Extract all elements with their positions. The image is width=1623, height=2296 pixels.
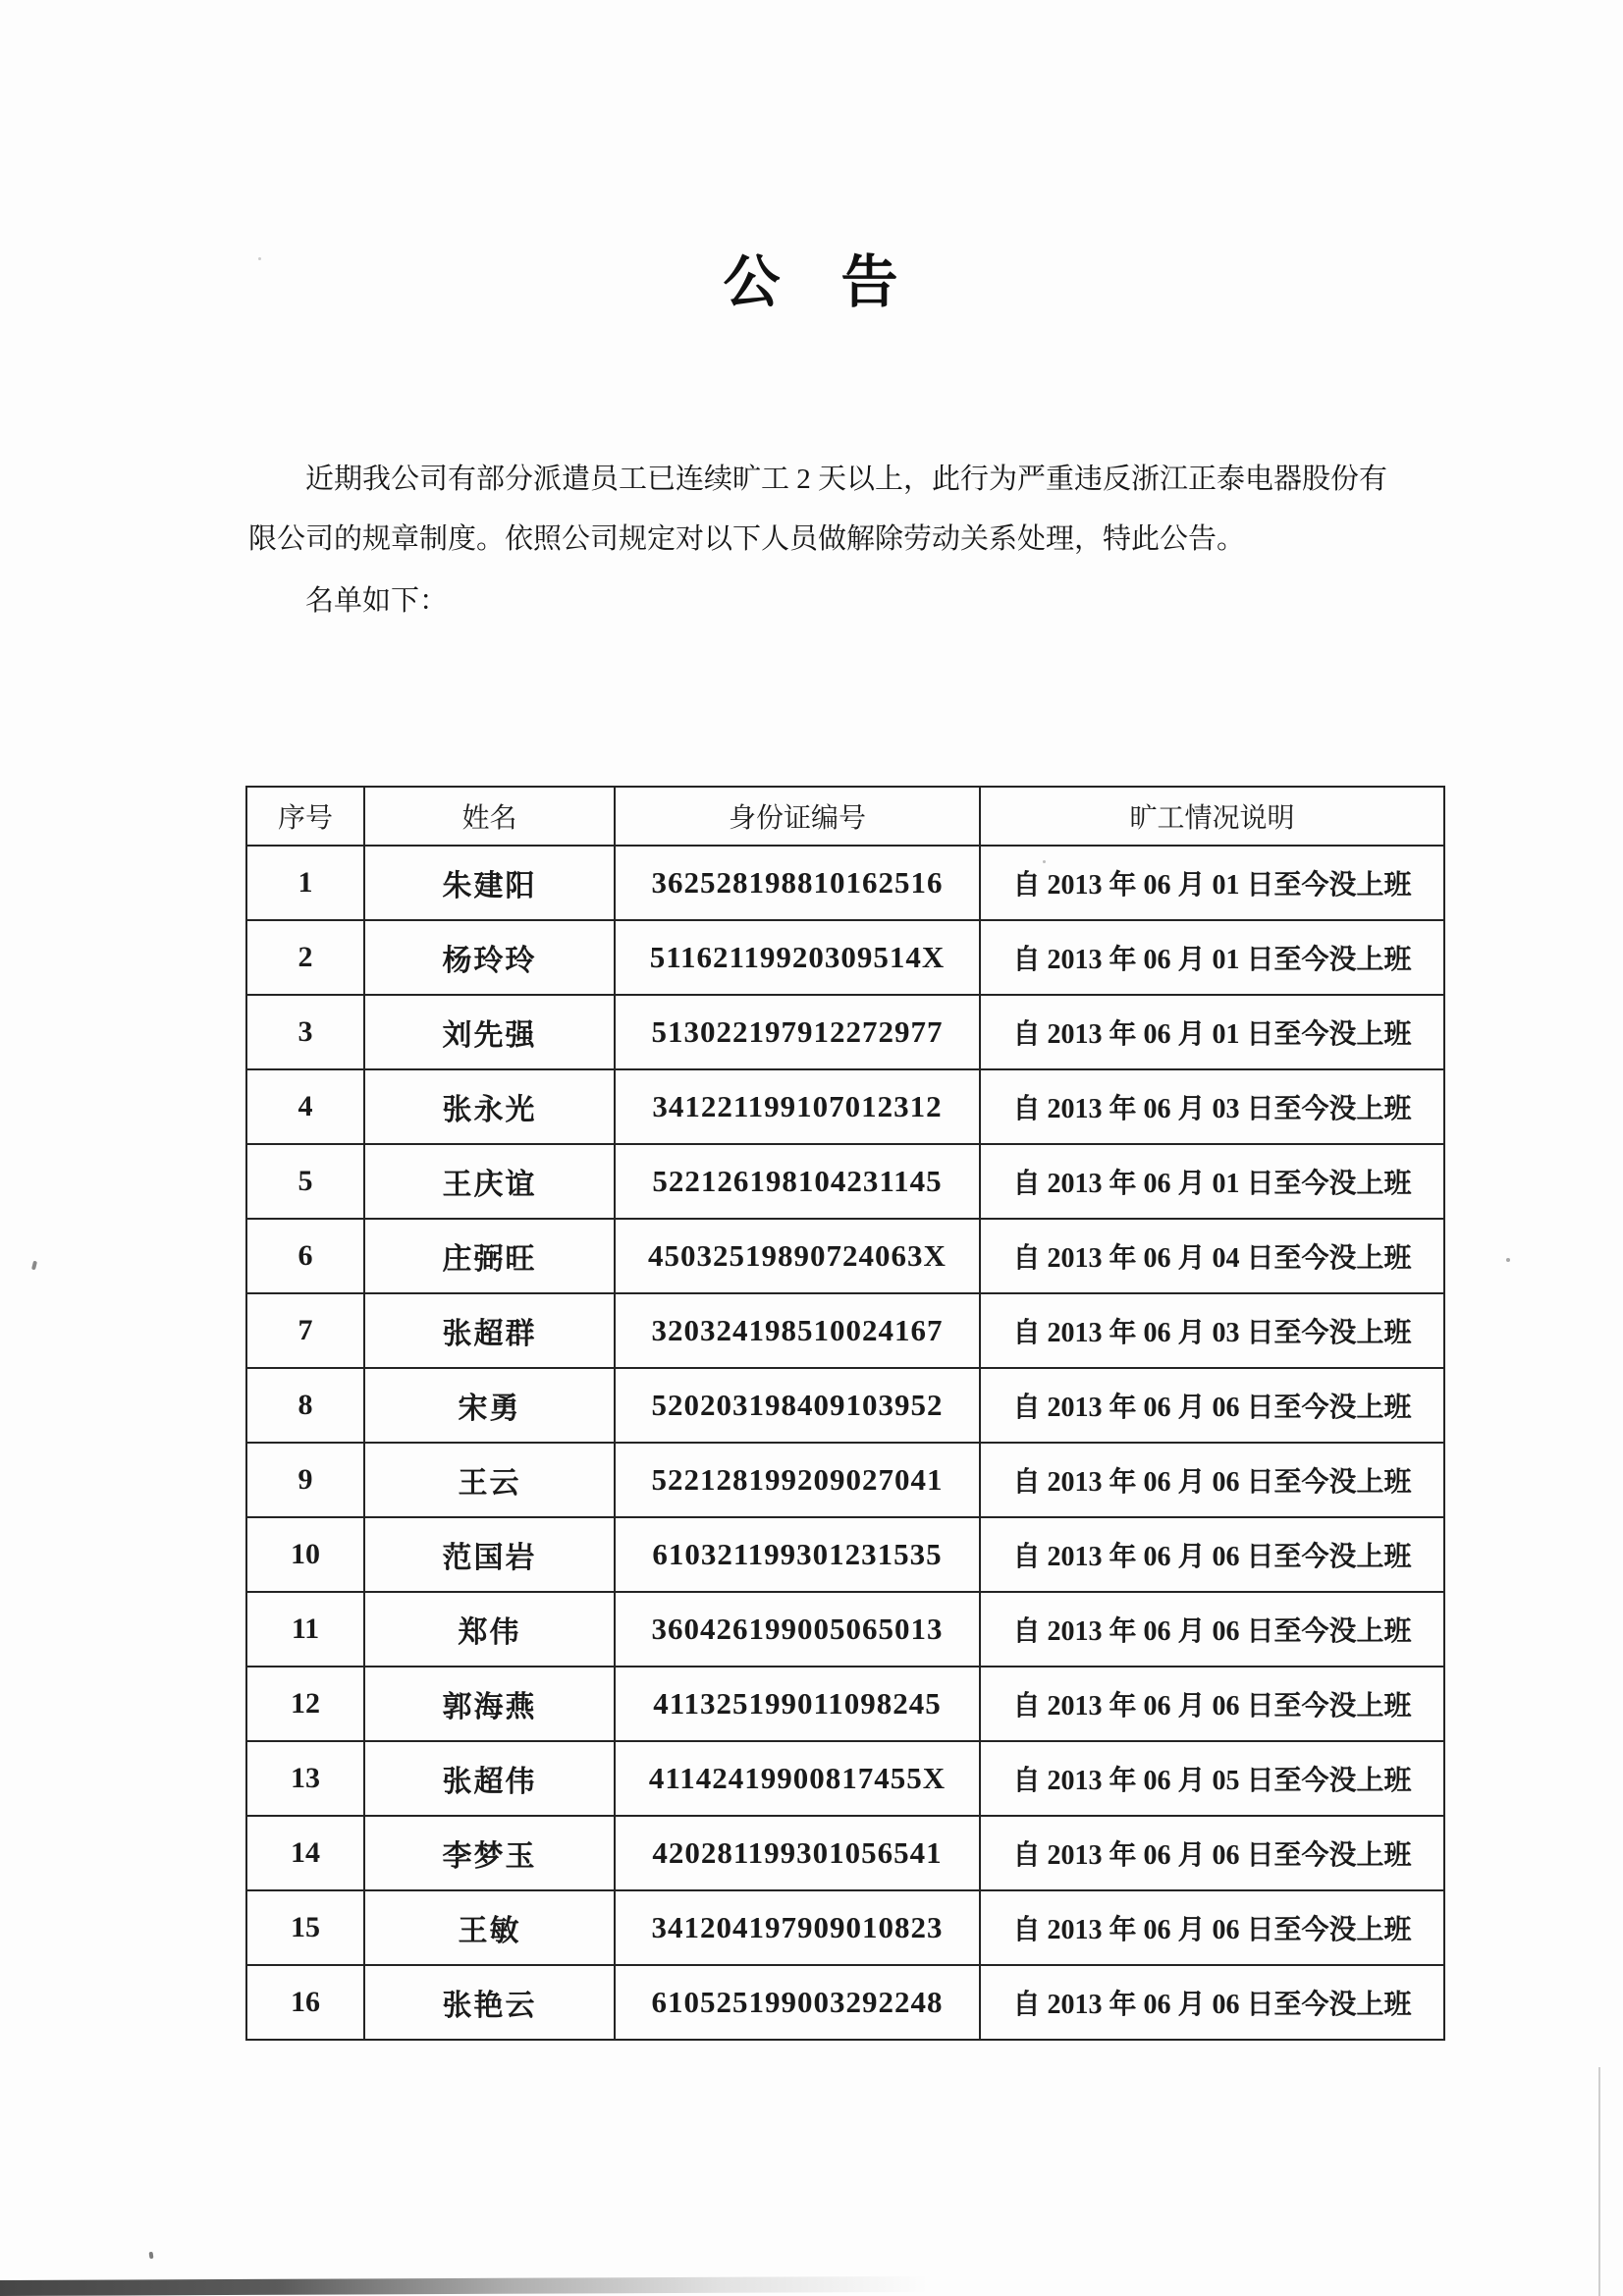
notice-body [248, 450, 1407, 631]
cell-index: 13 [246, 1741, 364, 1816]
cell-name: 张永光 [364, 1069, 615, 1144]
scan-speck [258, 257, 261, 260]
cell-name: 王庆谊 [364, 1144, 615, 1219]
cell-id-number: 513022197912272977 [615, 995, 980, 1069]
cell-index: 16 [246, 1965, 364, 2040]
cell-id-number: 320324198510024167 [615, 1293, 980, 1368]
cell-name: 庄弼旺 [364, 1219, 615, 1293]
table-row [246, 1069, 1444, 1144]
cell-name: 李梦玉 [364, 1816, 615, 1890]
cell-name: 王敏 [364, 1890, 615, 1965]
cell-absence-note: 自 2013 年 06 月 06 日至今没上班 [980, 1890, 1444, 1965]
roster-table [245, 786, 1445, 2041]
cell-absence-note: 自 2013 年 06 月 03 日至今没上班 [980, 1293, 1444, 1368]
scan-speck [1506, 1258, 1510, 1262]
cell-name: 宋勇 [364, 1368, 615, 1443]
cell-index: 9 [246, 1443, 364, 1517]
cell-index: 6 [246, 1219, 364, 1293]
cell-absence-note: 自 2013 年 06 月 06 日至今没上班 [980, 1443, 1444, 1517]
cell-absence-note: 自 2013 年 06 月 06 日至今没上班 [980, 1368, 1444, 1443]
cell-index: 11 [246, 1592, 364, 1667]
scan-speck [1043, 860, 1046, 863]
cell-name: 张超群 [364, 1293, 615, 1368]
cell-id-number: 411325199011098245 [615, 1667, 980, 1741]
paragraph-line: 近期我公司有部分派遣员工已连续旷工 2 天以上，此行为严重违反浙江正泰电器股份有 [305, 464, 1388, 495]
cell-absence-note: 自 2013 年 06 月 06 日至今没上班 [980, 1816, 1444, 1890]
cell-absence-note: 自 2013 年 06 月 06 日至今没上班 [980, 1517, 1444, 1592]
cell-index: 12 [246, 1667, 364, 1741]
cell-id-number: 522128199209027041 [615, 1443, 980, 1517]
cell-name: 朱建阳 [364, 846, 615, 920]
cell-index: 10 [246, 1517, 364, 1592]
cell-id-number: 362528198810162516 [615, 846, 980, 920]
cell-name: 杨玲玲 [364, 920, 615, 995]
header-name: 姓名 [364, 787, 615, 846]
table-row [246, 1517, 1444, 1592]
notice-title: 公 告 [723, 250, 900, 314]
cell-id-number: 522126198104231145 [615, 1144, 980, 1219]
header-absence-note: 旷工情况说明 [980, 787, 1444, 846]
cell-name: 张艳云 [364, 1965, 615, 2040]
cell-id-number: 341204197909010823 [615, 1890, 980, 1965]
cell-id-number: 341221199107012312 [615, 1069, 980, 1144]
cell-name: 刘先强 [364, 995, 615, 1069]
cell-name: 张超伟 [364, 1741, 615, 1816]
cell-absence-note: 自 2013 年 06 月 01 日至今没上班 [980, 846, 1444, 920]
list-intro: 名单如下： [305, 585, 449, 617]
cell-id-number: 610525199003292248 [615, 1965, 980, 2040]
table-row [246, 1965, 1444, 2040]
cell-index: 14 [246, 1816, 364, 1890]
cell-absence-note: 自 2013 年 06 月 05 日至今没上班 [980, 1741, 1444, 1816]
table-row [246, 1443, 1444, 1517]
table-row [246, 1890, 1444, 1965]
cell-index: 15 [246, 1890, 364, 1965]
cell-id-number: 360426199005065013 [615, 1592, 980, 1667]
cell-id-number: 520203198409103952 [615, 1368, 980, 1443]
cell-absence-note: 自 2013 年 06 月 01 日至今没上班 [980, 920, 1444, 995]
cell-absence-note: 自 2013 年 06 月 03 日至今没上班 [980, 1069, 1444, 1144]
table-row [246, 920, 1444, 995]
cell-index: 7 [246, 1293, 364, 1368]
cell-absence-note: 自 2013 年 06 月 06 日至今没上班 [980, 1592, 1444, 1667]
cell-name: 郭海燕 [364, 1667, 615, 1741]
cell-absence-note: 自 2013 年 06 月 06 日至今没上班 [980, 1965, 1444, 2040]
cell-index: 4 [246, 1069, 364, 1144]
cell-index: 3 [246, 995, 364, 1069]
cell-index: 5 [246, 1144, 364, 1219]
table-row [246, 1293, 1444, 1368]
cell-absence-note: 自 2013 年 06 月 01 日至今没上班 [980, 995, 1444, 1069]
cell-id-number: 610321199301231535 [615, 1517, 980, 1592]
header-id-number: 身份证编号 [615, 787, 980, 846]
scan-speck [31, 1261, 37, 1271]
header-index: 序号 [246, 787, 364, 846]
roster-table-body [246, 846, 1444, 2040]
cell-index: 8 [246, 1368, 364, 1443]
table-row [246, 1667, 1444, 1741]
table-row [246, 1144, 1444, 1219]
paragraph-line: 限公司的规章制度。依照公司规定对以下人员做解除劳动关系处理，特此公告。 [248, 523, 1246, 555]
cell-absence-note: 自 2013 年 06 月 04 日至今没上班 [980, 1219, 1444, 1293]
scan-speck [149, 2252, 154, 2259]
cell-name: 范国岩 [364, 1517, 615, 1592]
table-row [246, 1592, 1444, 1667]
cell-index: 1 [246, 846, 364, 920]
scan-artifact-edge-line [1598, 2067, 1600, 2296]
cell-absence-note: 自 2013 年 06 月 06 日至今没上班 [980, 1667, 1444, 1741]
cell-id-number: 45032519890724063X [615, 1219, 980, 1293]
table-header-row [246, 787, 1444, 846]
cell-name: 郑伟 [364, 1592, 615, 1667]
cell-id-number: 420281199301056541 [615, 1816, 980, 1890]
scan-artifact-bottom-bar [0, 2276, 928, 2296]
cell-id-number: 41142419900817455X [615, 1741, 980, 1816]
table-row [246, 1219, 1444, 1293]
table-row [246, 1741, 1444, 1816]
cell-absence-note: 自 2013 年 06 月 01 日至今没上班 [980, 1144, 1444, 1219]
cell-id-number: 51162119920309514X [615, 920, 980, 995]
table-row [246, 1368, 1444, 1443]
table-row [246, 846, 1444, 920]
table-row [246, 1816, 1444, 1890]
cell-name: 王云 [364, 1443, 615, 1517]
table-row [246, 995, 1444, 1069]
cell-index: 2 [246, 920, 364, 995]
